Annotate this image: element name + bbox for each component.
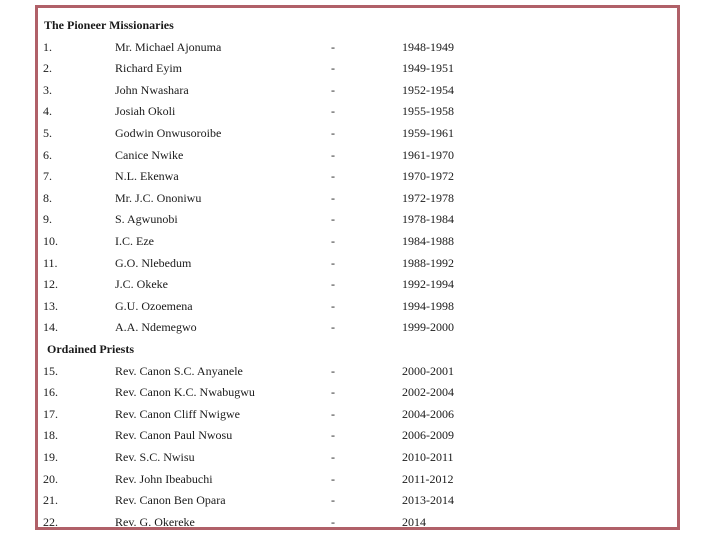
- row-separator: -: [331, 148, 335, 162]
- row-separator: -: [331, 104, 335, 118]
- table-row: [38, 320, 677, 334]
- row-separator: -: [331, 450, 335, 464]
- row-years: 2006-2009: [402, 428, 454, 442]
- row-name: G.O. Nlebedum: [115, 256, 192, 270]
- row-name: Mr. J.C. Ononiwu: [115, 191, 202, 205]
- row-years: 2010-2011: [402, 450, 454, 464]
- row-number: 19.: [43, 450, 58, 464]
- row-separator: -: [331, 299, 335, 313]
- row-name: Rev. G. Okereke: [115, 515, 195, 529]
- row-number: 10.: [43, 234, 58, 248]
- row-separator: -: [331, 40, 335, 54]
- row-number: 14.: [43, 320, 58, 334]
- row-name: Canice Nwike: [115, 148, 184, 162]
- row-separator: -: [331, 169, 335, 183]
- table-row: [38, 40, 677, 54]
- row-separator: -: [331, 472, 335, 486]
- row-years: 1984-1988: [402, 234, 454, 248]
- row-name: Josiah Okoli: [115, 104, 176, 118]
- row-separator: -: [331, 212, 335, 226]
- table-row: [38, 407, 677, 421]
- row-separator: -: [331, 83, 335, 97]
- row-name: Rev. Canon Paul Nwosu: [115, 428, 233, 442]
- row-years: 1992-1994: [402, 277, 454, 291]
- row-years: 1948-1949: [402, 40, 454, 54]
- row-separator: -: [331, 191, 335, 205]
- table-row: [38, 104, 677, 118]
- row-years: 2002-2004: [402, 385, 454, 399]
- row-years: 2004-2006: [402, 407, 454, 421]
- table-row: [38, 148, 677, 162]
- document-frame: [35, 5, 680, 530]
- row-number: 7.: [43, 169, 52, 183]
- row-years: 1970-1972: [402, 169, 454, 183]
- row-name: Rev. Canon S.C. Anyanele: [115, 364, 243, 378]
- row-years: 1999-2000: [402, 320, 454, 334]
- table-row: [38, 256, 677, 270]
- row-separator: -: [331, 364, 335, 378]
- row-years: 2013-2014: [402, 493, 454, 507]
- row-years: 1949-1951: [402, 61, 454, 75]
- row-years: 1978-1984: [402, 212, 454, 226]
- table-row: [38, 364, 677, 378]
- row-years: 1961-1970: [402, 148, 454, 162]
- row-number: 4.: [43, 104, 52, 118]
- table-row: [38, 169, 677, 183]
- row-name: Rev. John Ibeabuchi: [115, 472, 213, 486]
- row-name: N.L. Ekenwa: [115, 169, 179, 183]
- row-separator: -: [331, 493, 335, 507]
- row-years: 1972-1978: [402, 191, 454, 205]
- row-name: John Nwashara: [115, 83, 189, 97]
- row-number: 6.: [43, 148, 52, 162]
- row-separator: -: [331, 234, 335, 248]
- table-row: [38, 450, 677, 464]
- row-number: 2.: [43, 61, 52, 75]
- row-name: Rev. Canon Cliff Nwigwe: [115, 407, 240, 421]
- table-row: [38, 234, 677, 248]
- row-name: J.C. Okeke: [115, 277, 168, 291]
- row-number: 15.: [43, 364, 58, 378]
- row-years: 1952-1954: [402, 83, 454, 97]
- row-years: 2011-2012: [402, 472, 454, 486]
- row-number: 22.: [43, 515, 58, 529]
- row-number: 5.: [43, 126, 52, 140]
- row-name: Rev. S.C. Nwisu: [115, 450, 195, 464]
- row-number: 12.: [43, 277, 58, 291]
- row-separator: -: [331, 428, 335, 442]
- table-row: [38, 428, 677, 442]
- row-years: 2014: [402, 515, 426, 529]
- row-number: 11.: [43, 256, 58, 270]
- row-number: 1.: [43, 40, 52, 54]
- row-separator: -: [331, 515, 335, 529]
- row-name: I.C. Eze: [115, 234, 154, 248]
- row-separator: -: [331, 277, 335, 291]
- row-name: Richard Eyim: [115, 61, 182, 75]
- table-row: [38, 277, 677, 291]
- row-number: 3.: [43, 83, 52, 97]
- row-name: G.U. Ozoemena: [115, 299, 193, 313]
- row-separator: -: [331, 126, 335, 140]
- row-number: 18.: [43, 428, 58, 442]
- row-separator: -: [331, 407, 335, 421]
- row-separator: -: [331, 385, 335, 399]
- row-years: 1994-1998: [402, 299, 454, 313]
- row-number: 20.: [43, 472, 58, 486]
- table-row: [38, 472, 677, 486]
- row-separator: -: [331, 61, 335, 75]
- table-row: [38, 299, 677, 313]
- row-name: A.A. Ndemegwo: [115, 320, 197, 334]
- row-separator: -: [331, 256, 335, 270]
- row-number: 17.: [43, 407, 58, 421]
- row-name: Mr. Michael Ajonuma: [115, 40, 222, 54]
- table-row: [38, 126, 677, 140]
- row-separator: -: [331, 320, 335, 334]
- row-name: Rev. Canon Ben Opara: [115, 493, 226, 507]
- section-heading-ordained-priests: Ordained Priests: [47, 342, 134, 356]
- row-number: 8.: [43, 191, 52, 205]
- row-years: 1955-1958: [402, 104, 454, 118]
- table-row: [38, 212, 677, 226]
- row-name: S. Agwunobi: [115, 212, 178, 226]
- row-number: 13.: [43, 299, 58, 313]
- row-name: Rev. Canon K.C. Nwabugwu: [115, 385, 255, 399]
- table-row: [38, 83, 677, 97]
- table-row: [38, 61, 677, 75]
- row-number: 21.: [43, 493, 58, 507]
- row-years: 1959-1961: [402, 126, 454, 140]
- table-row: [38, 493, 677, 507]
- section-heading-pioneer-missionaries: The Pioneer Missionaries: [44, 18, 174, 32]
- row-years: 1988-1992: [402, 256, 454, 270]
- table-row: [38, 191, 677, 205]
- row-years: 2000-2001: [402, 364, 454, 378]
- table-row: [38, 515, 677, 529]
- row-number: 16.: [43, 385, 58, 399]
- table-row: [38, 385, 677, 399]
- row-number: 9.: [43, 212, 52, 226]
- row-name: Godwin Onwusoroibe: [115, 126, 222, 140]
